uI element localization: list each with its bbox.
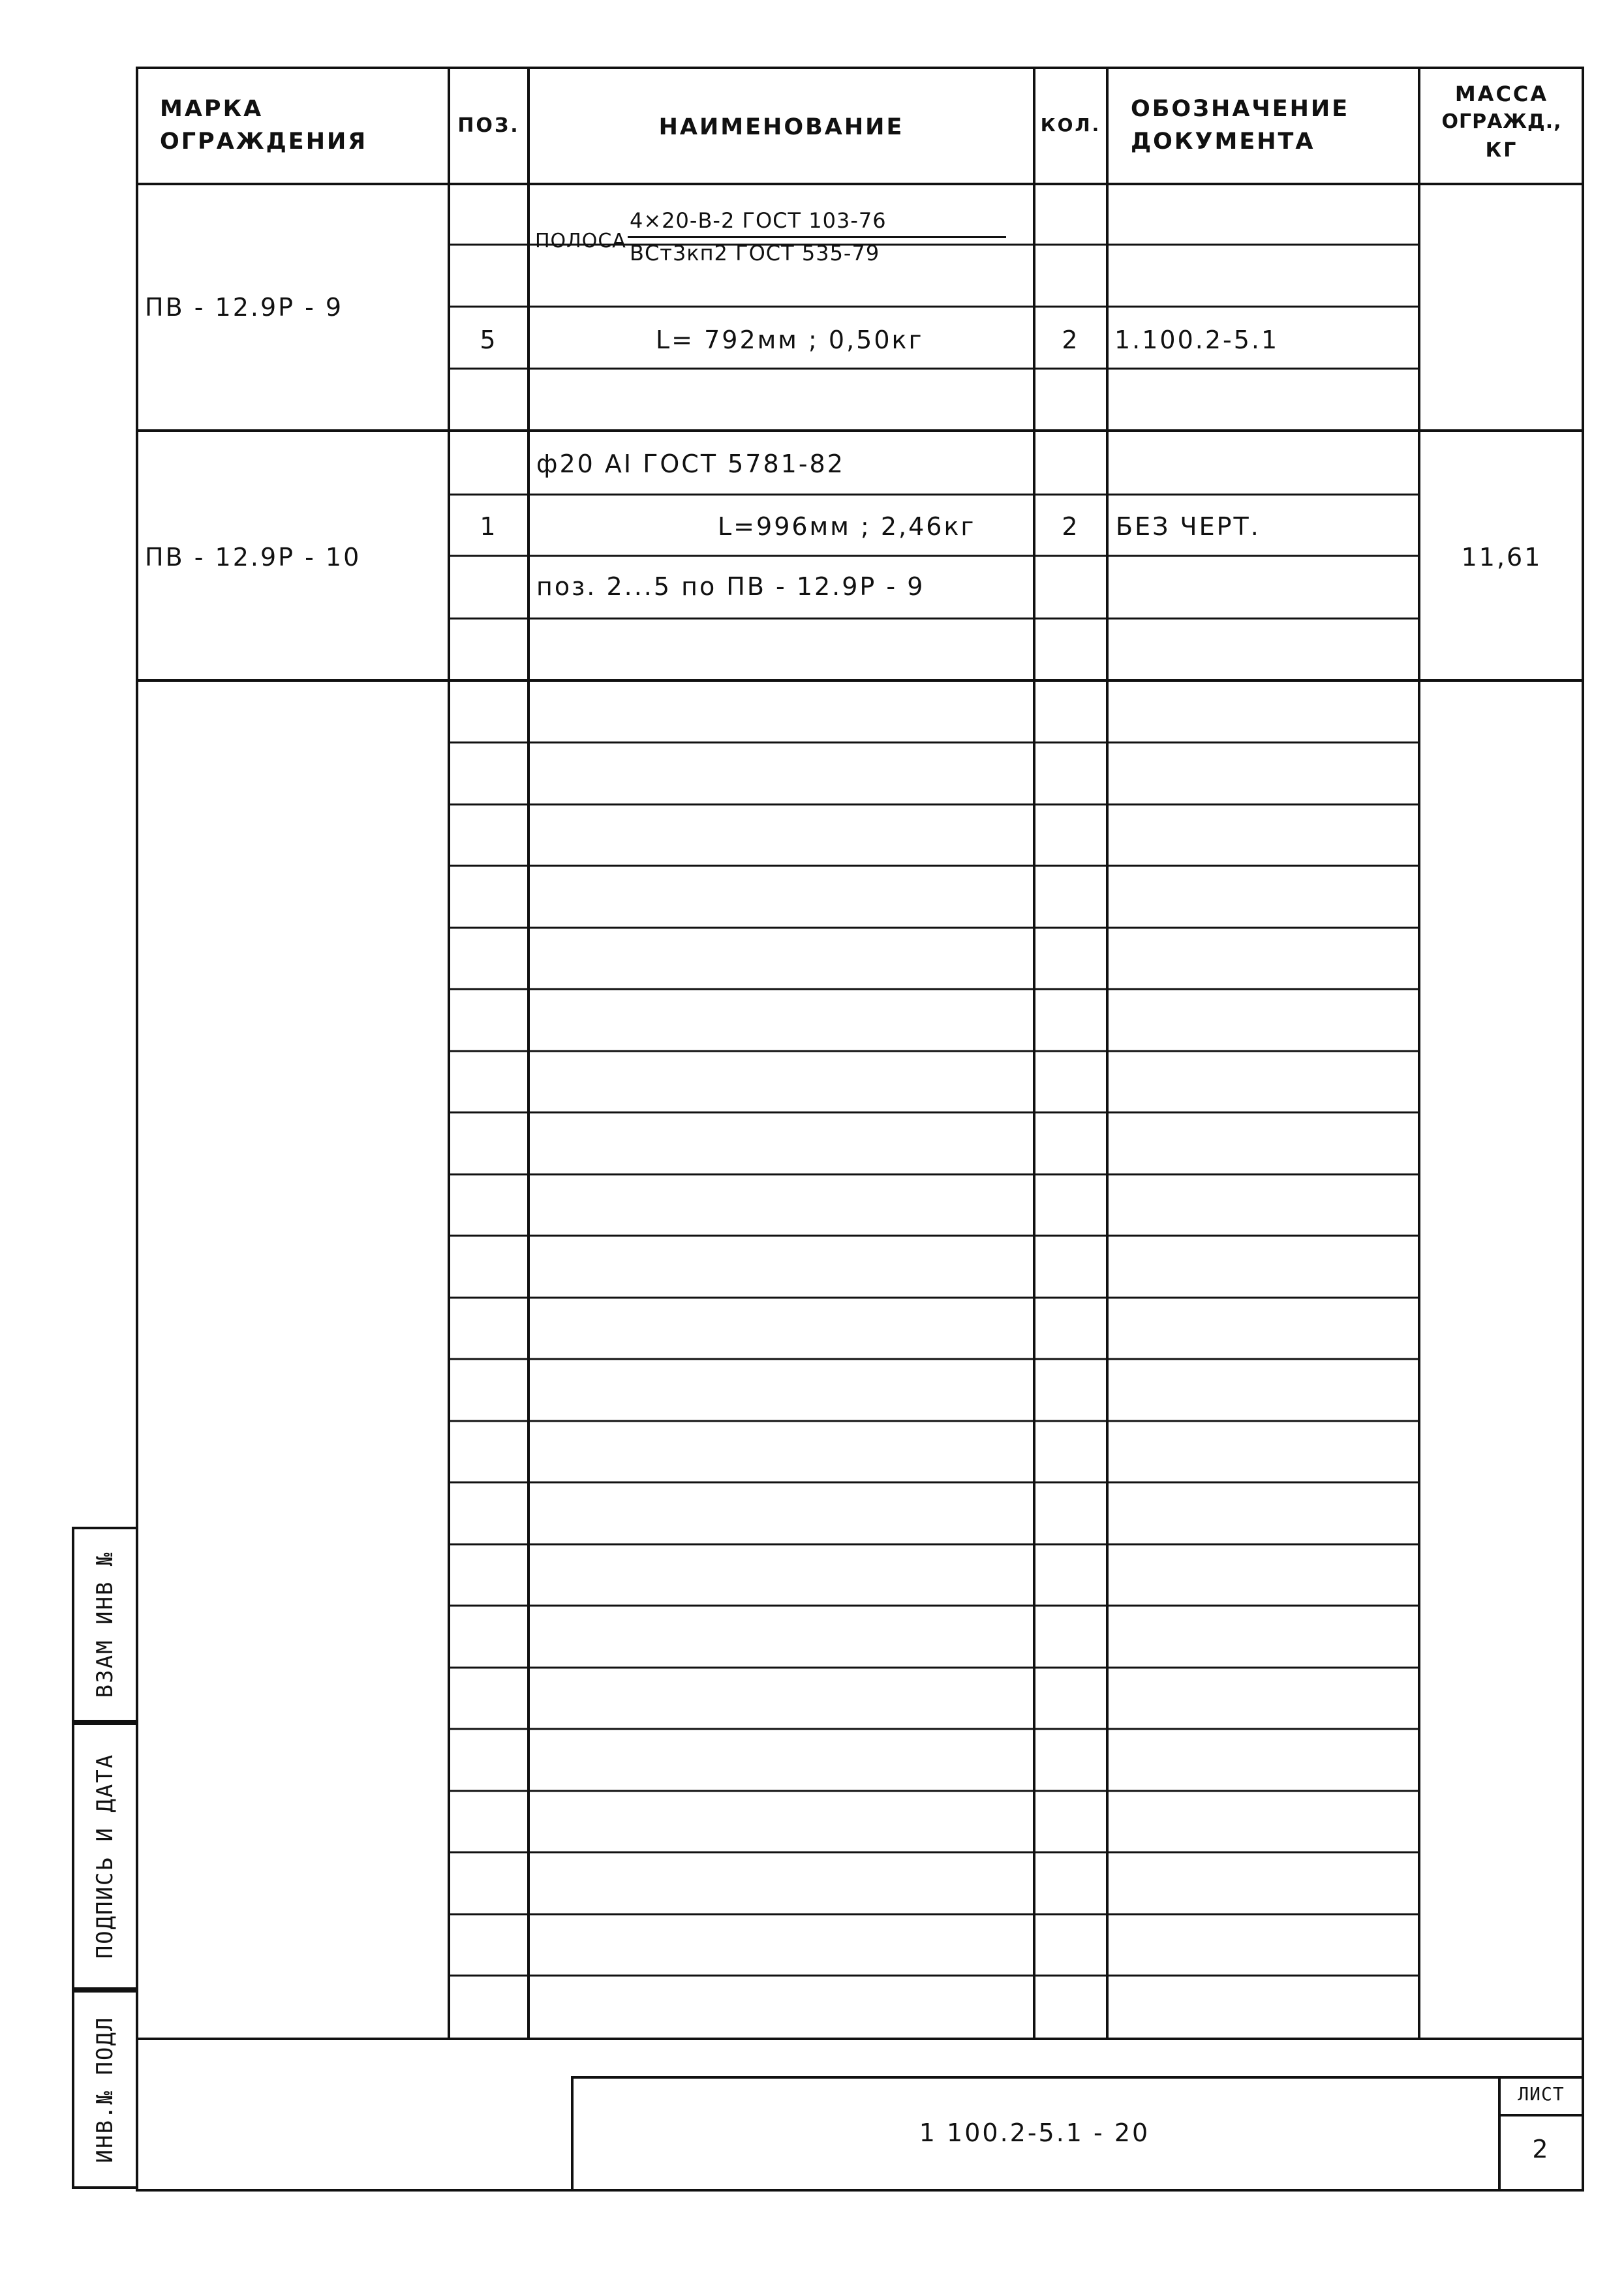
group2-doc: БЕЗ ЧЕРТ.	[1116, 512, 1261, 541]
header-massa-line1: МАССА	[1454, 82, 1549, 106]
header-naimenovanie: НАИМЕНОВАНИЕ	[658, 114, 904, 140]
header-kol: КОЛ.	[1040, 114, 1101, 136]
group1-dims: L= 792мм ; 0,50кг	[656, 326, 924, 354]
fraction-bar	[628, 236, 1006, 238]
header-marka-line2: ОГРАЖДЕНИЯ	[160, 129, 368, 155]
group2-material: ф20 АI ГОСТ 5781-82	[536, 450, 845, 478]
header-massa-line2: ОГРАЖД.,	[1441, 110, 1562, 133]
sidebar-vzam-inv	[72, 1527, 136, 1722]
header-oboznachenie-line2: ДОКУМЕНТА	[1131, 129, 1315, 155]
sidebar-inv-podl-label: ИНВ.№ ПОДЛ	[92, 2016, 118, 2163]
sidebar-inv-podl	[72, 1990, 136, 2189]
header-oboznachenie-line1: ОБОЗНАЧЕНИЕ	[1131, 96, 1350, 122]
header-massa-line3: КГ	[1485, 139, 1518, 162]
group2-kol: 2	[1062, 512, 1080, 541]
sidebar-podpis-data-label: ПОДПИСЬ И ДАТА	[92, 1753, 118, 1959]
header-poz: ПОЗ.	[457, 114, 520, 137]
stamp-list-label: ЛИСТ	[1518, 2083, 1565, 2105]
stamp-list-divider	[1498, 2114, 1584, 2116]
group2-mass: 11,61	[1461, 543, 1542, 572]
group1-poz: 5	[480, 326, 498, 354]
sidebar-vzam-inv-label: ВЗАМ ИНВ №	[92, 1551, 118, 1698]
header-marka-line1: МАРКА	[160, 96, 264, 122]
group1-polosa-bottom: ВСт3кп2 ГОСТ 535-79	[630, 241, 880, 266]
group2-note: поз. 2...5 по ПВ - 12.9Р - 9	[536, 572, 925, 601]
sidebar-podpis-data	[72, 1722, 136, 1990]
group1-doc: 1.100.2-5.1	[1114, 326, 1279, 354]
group1-mark: ПВ - 12.9Р - 9	[145, 293, 344, 322]
group1-polosa-label: ПОЛОСА	[535, 230, 626, 252]
stamp-list-number: 2	[1532, 2135, 1550, 2163]
group2-mark: ПВ - 12.9Р - 10	[145, 543, 361, 572]
stamp-doc-number: 1 100.2-5.1 - 20	[919, 2118, 1150, 2147]
group2-dims: L=996мм ; 2,46кг	[718, 512, 976, 541]
group1-kol: 2	[1062, 326, 1080, 354]
group1-polosa-top: 4×20-В-2 ГОСТ 103-76	[630, 208, 887, 233]
group2-poz: 1	[480, 512, 498, 541]
